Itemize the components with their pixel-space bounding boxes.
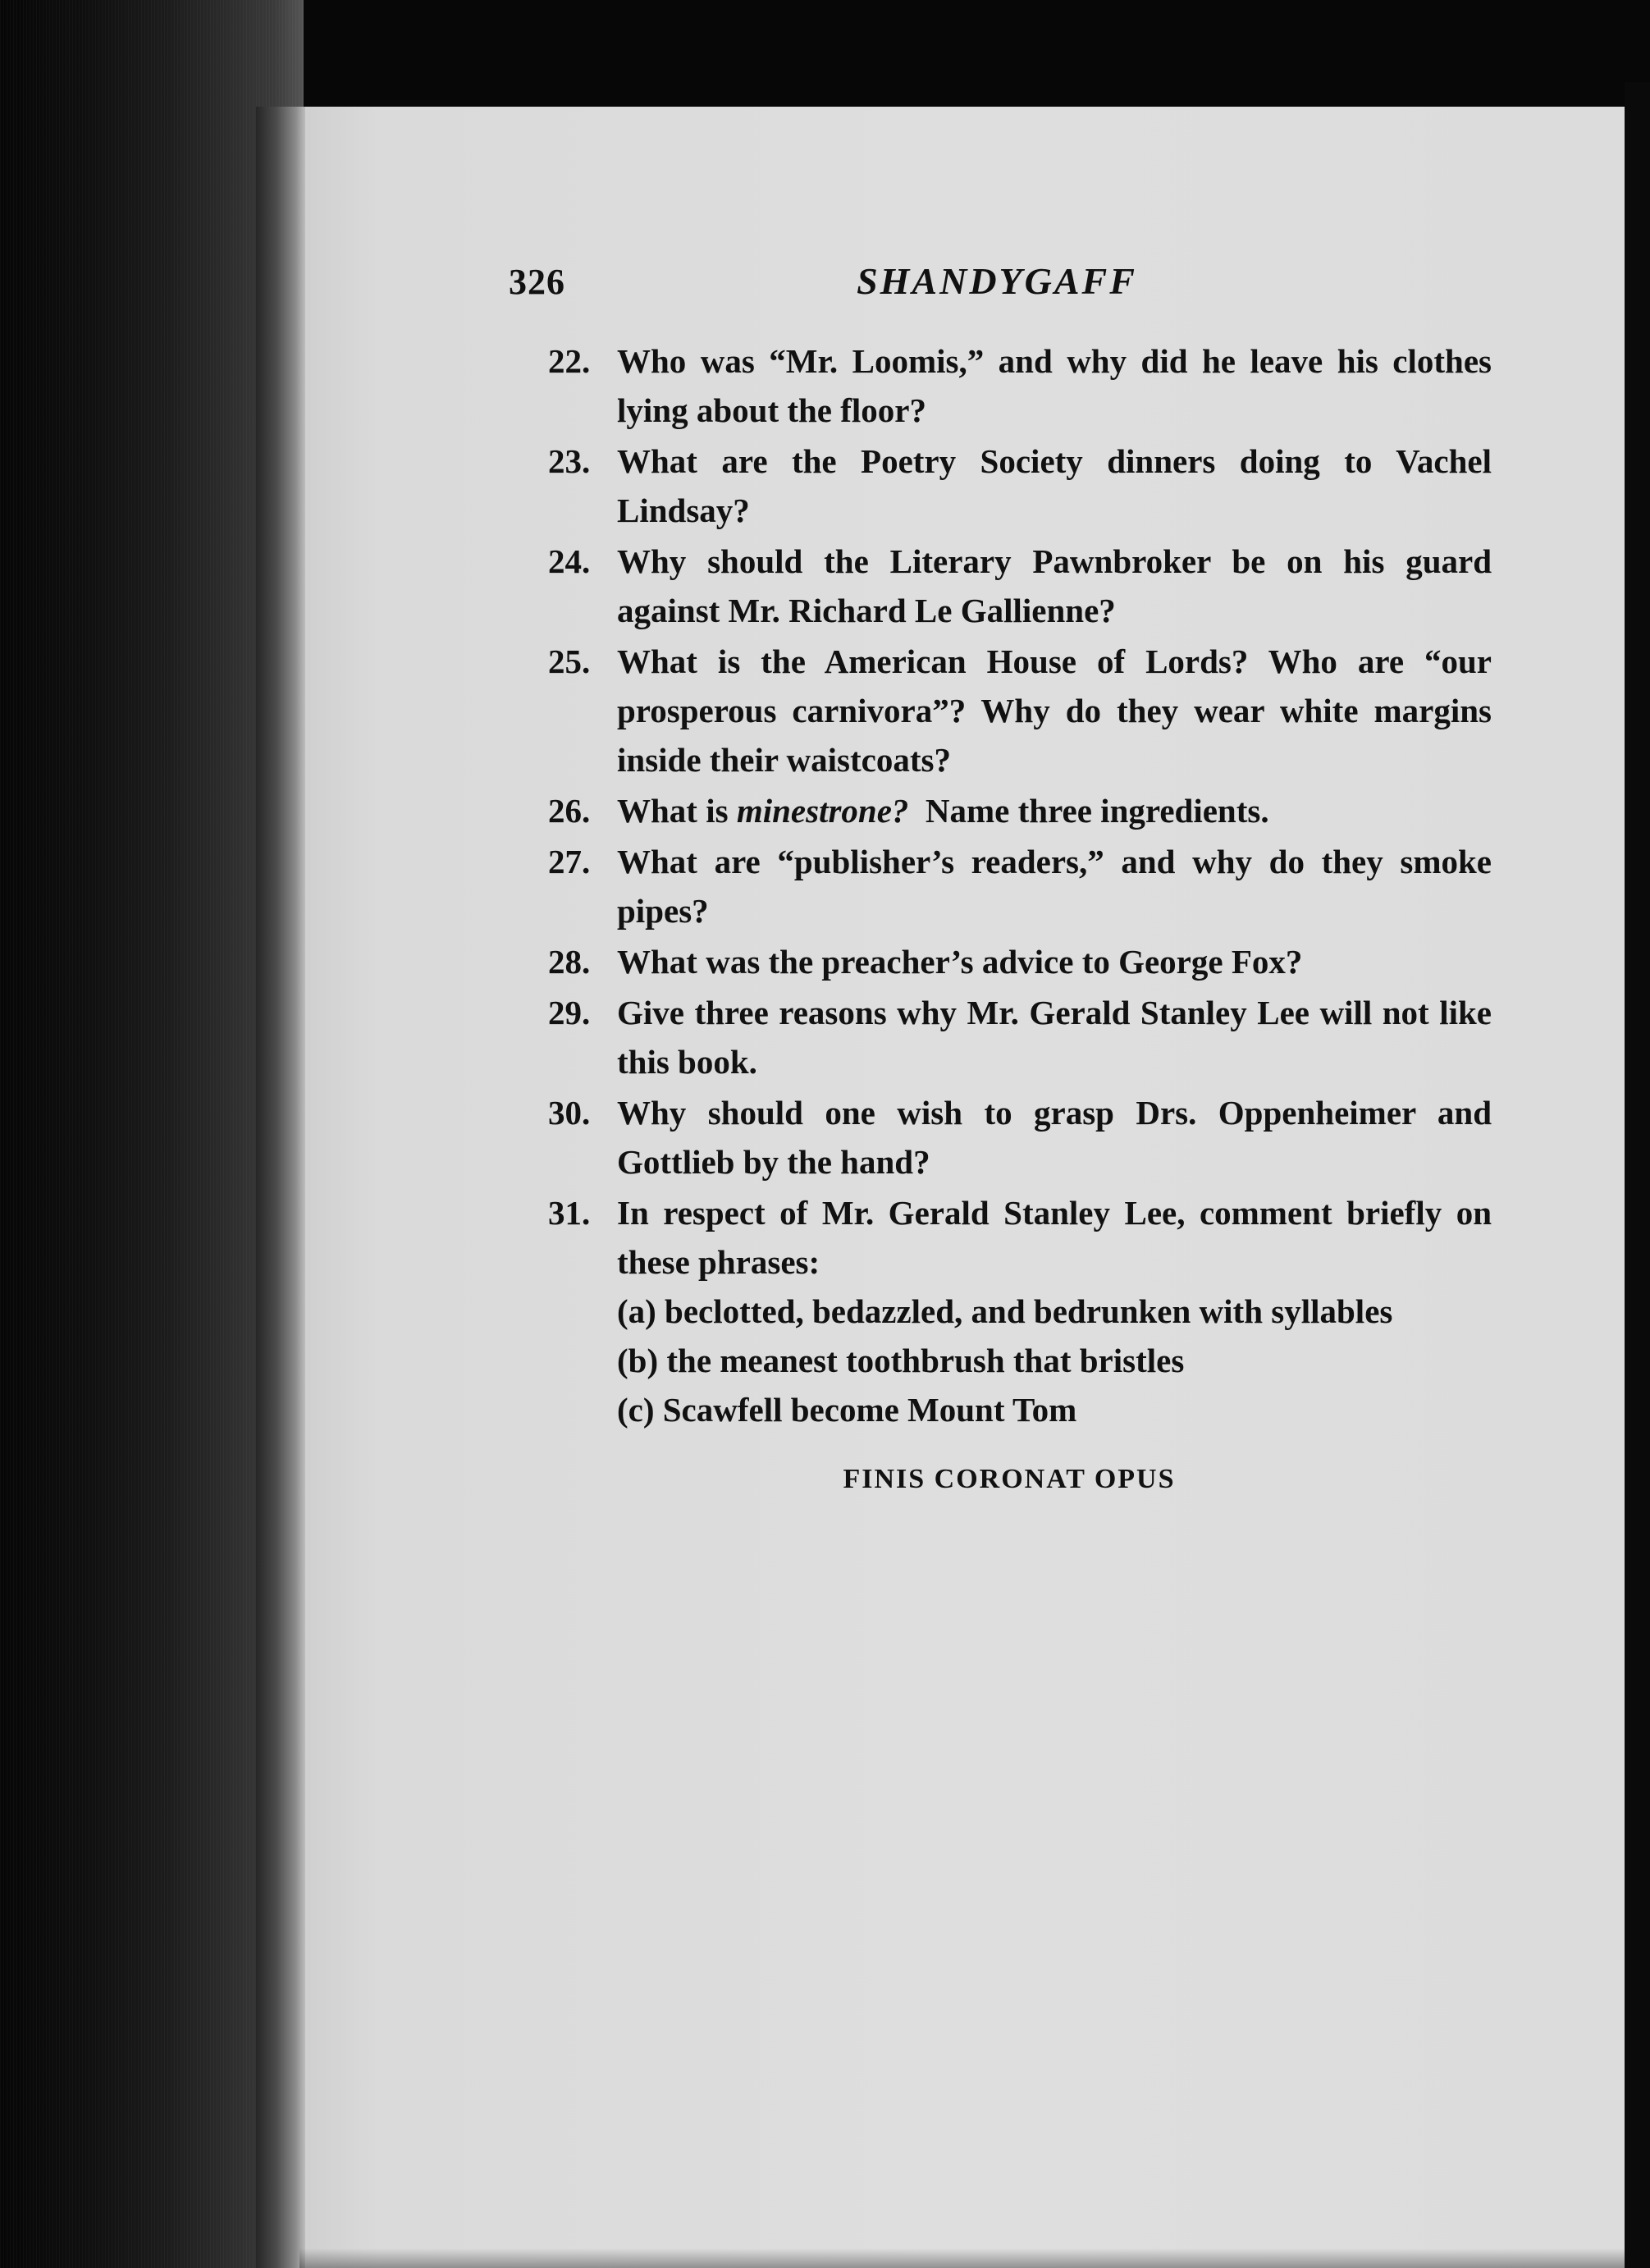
question-text: Why should one wish to grasp Drs. Oppenheimer and Gottlieb by the hand?	[617, 1094, 1492, 1181]
question-item	[548, 1188, 1492, 1434]
question-text: Why should the Literary Pawnbroker be on his guard against Mr. Richard Le Gallienne?	[617, 542, 1492, 629]
question-text: What was the preacher’s advice to George Fox?	[617, 943, 1303, 981]
phrase-item: (b) the meanest toothbrush that bristles	[617, 1342, 1185, 1379]
question-text: What are “publisher’s readers,” and why do they smoke pipes?	[617, 843, 1492, 930]
question-text: What is the American House of Lords? Who are “our prosperous carnivora”? Why do they wear white margins inside their waistcoats?	[617, 642, 1492, 779]
page-number: 326	[509, 262, 565, 302]
question-number: 22.	[548, 342, 591, 380]
question-item	[548, 537, 1492, 635]
question-item	[548, 1088, 1492, 1187]
question-text-italic: minestrone?	[736, 792, 909, 830]
question-text: Who was “Mr. Loomis,” and why did he leave his clothes lying about the floor?	[617, 342, 1492, 429]
question-number: 28.	[548, 943, 591, 981]
question-item	[548, 937, 1492, 986]
question-item	[548, 988, 1492, 1086]
question-item	[548, 437, 1492, 535]
question-number: 30.	[548, 1094, 591, 1132]
question-item	[548, 837, 1492, 935]
question-text: Give three reasons why Mr. Gerald Stanley Lee will not like this book.	[617, 994, 1492, 1081]
question-number: 25.	[548, 642, 591, 680]
question-number: 29.	[548, 994, 591, 1031]
running-head	[509, 261, 1485, 318]
question-number: 23.	[548, 442, 591, 480]
question-number: 24.	[548, 542, 591, 580]
question-text-before: What is	[617, 792, 737, 830]
question-text	[617, 792, 1269, 830]
closing-line: FINIS CORONAT OPUS	[843, 1464, 1176, 1494]
question-number: 26.	[548, 792, 591, 830]
question-item	[548, 637, 1492, 784]
question-number: 27.	[548, 843, 591, 880]
question-item	[548, 786, 1492, 835]
question-list	[548, 336, 1492, 1436]
question-item	[548, 336, 1492, 435]
phrase-item: (a) beclotted, bedazzled, and bedrunken with syllables	[617, 1292, 1393, 1330]
phrase-list	[617, 1287, 1492, 1434]
question-text-after: Name three ingredients.	[908, 792, 1269, 830]
phrase-item: (c) Scawfell become Mount Tom	[617, 1391, 1077, 1429]
question-text: What are the Poetry Society dinners doing to Vachel Lindsay?	[617, 442, 1492, 529]
question-text: In respect of Mr. Gerald Stanley Lee, comment briefly on these phrases:	[617, 1194, 1492, 1281]
question-number: 31.	[548, 1194, 591, 1232]
running-title: SHANDYGAFF	[857, 260, 1137, 302]
